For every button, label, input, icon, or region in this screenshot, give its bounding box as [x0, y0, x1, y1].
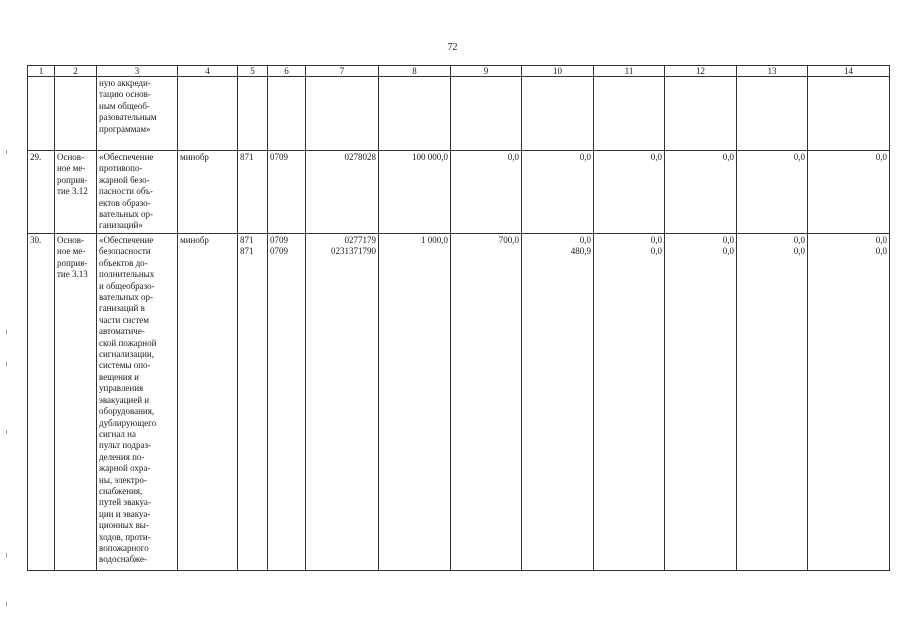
- cell-text-line: жарной охра-: [99, 463, 151, 474]
- amount-cell: [451, 234, 522, 571]
- column-header: 2: [55, 66, 97, 77]
- scan-margin-mark: [6, 553, 7, 557]
- amount-cell: [594, 151, 665, 234]
- activity-code-cell: [55, 151, 97, 234]
- scan-margin-mark: [6, 602, 7, 606]
- budget-table: [27, 65, 890, 571]
- cell-text-line: 871: [240, 152, 254, 162]
- cell-text-line: ганизаций в: [99, 303, 145, 314]
- cell-text-line: 0709: [270, 152, 288, 162]
- executor-cell: минобр: [178, 151, 238, 234]
- cell-text-line: 0278028: [344, 152, 376, 162]
- cell-text-line: вещения и: [99, 371, 139, 382]
- cell-text-line: оборудования,: [99, 406, 155, 417]
- cell-text-line: водоснабже-: [99, 554, 147, 565]
- amount-cell: [379, 151, 451, 234]
- cell-text-line: 871: [240, 246, 254, 257]
- cell-text-line: программам»: [99, 123, 151, 134]
- cell-text-line: дублирующего: [99, 417, 157, 428]
- cell-text-line: жарной безо-: [99, 174, 150, 185]
- cell-text-line: 0,0: [507, 152, 519, 162]
- activity-code-cell: [55, 234, 97, 571]
- cell-text-line: объектов до-: [99, 257, 148, 268]
- cell-text-line: деления по-: [99, 451, 145, 462]
- cell-text-line: вопожарного: [99, 542, 149, 553]
- target-item-cell: [306, 234, 379, 571]
- cell-text-line: безопасности: [99, 246, 151, 257]
- cell-text-line: Основ-: [57, 152, 85, 162]
- cell-text-line: сигнал на: [99, 428, 136, 439]
- row-number-cell: 30.: [28, 234, 55, 571]
- cell-text-line: ционных вы-: [99, 520, 149, 531]
- column-header: 14: [808, 66, 890, 77]
- scan-margin-mark: [6, 150, 7, 154]
- cell-text-line: ным общеоб-: [99, 100, 150, 111]
- cell-text-line: полнительных: [99, 269, 155, 280]
- amount-cell: [522, 234, 594, 571]
- target-item-cell: [306, 151, 379, 234]
- cell-text-line: 0709: [270, 235, 288, 245]
- cell-text-line: 0277179: [344, 235, 376, 245]
- cell-text-line: [453, 246, 519, 257]
- cell-text-line: и общеобразо-: [99, 280, 155, 291]
- amount-cell: [808, 151, 890, 234]
- activity-name-cell: [97, 77, 178, 151]
- cell-text-line: 0,0: [650, 235, 662, 245]
- cell-text-line: ную аккреди-: [99, 78, 151, 88]
- activity-name-cell: [97, 234, 178, 571]
- cell-text-line: пульт подраз-: [99, 440, 152, 451]
- cell-text-line: ное ме-: [57, 246, 86, 257]
- column-header: 6: [268, 66, 306, 77]
- cell-text-line: 0,0: [875, 152, 887, 162]
- cell-text-line: 0,0: [579, 235, 591, 245]
- cell-text-line: вательных ор-: [99, 209, 154, 220]
- column-header: 13: [737, 66, 808, 77]
- amount-cell: [594, 234, 665, 571]
- cell-text-line: ны, электро-: [99, 474, 147, 485]
- cell-text-line: 871: [240, 235, 254, 245]
- cell-text-line: путей эвакуа-: [99, 497, 151, 508]
- column-header: 8: [379, 66, 451, 77]
- cell-text-line: эвакуацией и: [99, 394, 150, 405]
- amount-cell: [379, 234, 451, 571]
- executor-cell: минобр: [178, 234, 238, 571]
- cell-text-line: ганизаций»: [99, 220, 143, 231]
- grbs-code-cell: [238, 234, 268, 571]
- column-header: 3: [97, 66, 178, 77]
- column-header: 7: [306, 66, 379, 77]
- cell-text-line: противопо-: [99, 163, 143, 174]
- column-header: 12: [665, 66, 737, 77]
- cell-text-line: роприя-: [57, 174, 88, 185]
- scan-margin-mark: [6, 362, 7, 366]
- section-code-cell: [268, 234, 306, 571]
- section-code-cell: [268, 151, 306, 234]
- column-header: 9: [451, 66, 522, 77]
- cell-text-line: тие 3.13: [57, 269, 88, 280]
- cell-text-line: «Обеспечение: [99, 235, 154, 245]
- cell-text-line: 0,0: [793, 152, 805, 162]
- column-header: 5: [238, 66, 268, 77]
- cell-text-line: Основ-: [57, 235, 85, 245]
- cell-text-line: вательных ор-: [99, 292, 154, 303]
- cell-text-line: 480,9: [570, 246, 591, 257]
- cell-text-line: 0,0: [650, 152, 662, 162]
- activity-name-cell: [97, 151, 178, 234]
- cell-text-line: пасности объ-: [99, 186, 153, 197]
- cell-text-line: 100 000,0: [412, 152, 448, 162]
- cell-text-line: разовательным: [99, 112, 157, 123]
- cell-text-line: [381, 246, 448, 257]
- cell-text-line: роприя-: [57, 257, 88, 268]
- cell-text-line: управления: [99, 383, 144, 394]
- amount-cell: [665, 234, 737, 571]
- page-number: 72: [447, 42, 458, 53]
- cell-text-line: снабжения,: [99, 485, 143, 496]
- cell-text-line: 0231371790: [331, 246, 376, 257]
- table-row-29: [28, 151, 890, 234]
- cell-text-line: 0,0: [650, 246, 662, 257]
- amount-cell: [451, 151, 522, 234]
- amount-cell: [808, 234, 890, 571]
- cell-text-line: ное ме-: [57, 163, 86, 174]
- amount-cell: [522, 151, 594, 234]
- cell-text-line: 0,0: [875, 235, 887, 245]
- cell-text-line: ской пожарной: [99, 337, 157, 348]
- cell-text-line: тацию основ-: [99, 89, 151, 100]
- table-row-continuation: [28, 77, 890, 151]
- cell-text-line: 700,0: [498, 235, 519, 245]
- cell-text-line: 0709: [270, 246, 288, 257]
- cell-text-line: автоматиче-: [99, 326, 145, 337]
- cell-text-line: тие 3.12: [57, 186, 88, 197]
- cell-text-line: ходов, проти-: [99, 531, 151, 542]
- cell-text-line: 0,0: [579, 152, 591, 162]
- scan-margin-mark: [6, 330, 7, 334]
- amount-cell: [737, 234, 808, 571]
- cell-text-line: 0,0: [793, 246, 805, 257]
- cell-text-line: части систем: [99, 314, 149, 325]
- grbs-code-cell: [238, 151, 268, 234]
- cell-text-line: 0,0: [875, 246, 887, 257]
- column-number-row: [28, 66, 890, 77]
- scan-margin-mark: [6, 430, 7, 434]
- amount-cell: [665, 151, 737, 234]
- cell-text-line: 1 000,0: [421, 235, 448, 245]
- column-header: 10: [522, 66, 594, 77]
- cell-text-line: 0,0: [793, 235, 805, 245]
- cell-text-line: 0,0: [722, 246, 734, 257]
- amount-cell: [737, 151, 808, 234]
- table-row-30: [28, 234, 890, 571]
- row-number-cell: 29.: [28, 151, 55, 234]
- column-header: 4: [178, 66, 238, 77]
- cell-text-line: «Обеспечение: [99, 152, 154, 162]
- column-header: 1: [28, 66, 55, 77]
- column-header: 11: [594, 66, 665, 77]
- cell-text-line: ектов образо-: [99, 197, 151, 208]
- cell-text-line: сигнализации,: [99, 349, 154, 360]
- cell-text-line: системы опо-: [99, 360, 151, 371]
- cell-text-line: 0,0: [722, 152, 734, 162]
- cell-text-line: ции и эвакуа-: [99, 508, 151, 519]
- cell-text-line: 0,0: [722, 235, 734, 245]
